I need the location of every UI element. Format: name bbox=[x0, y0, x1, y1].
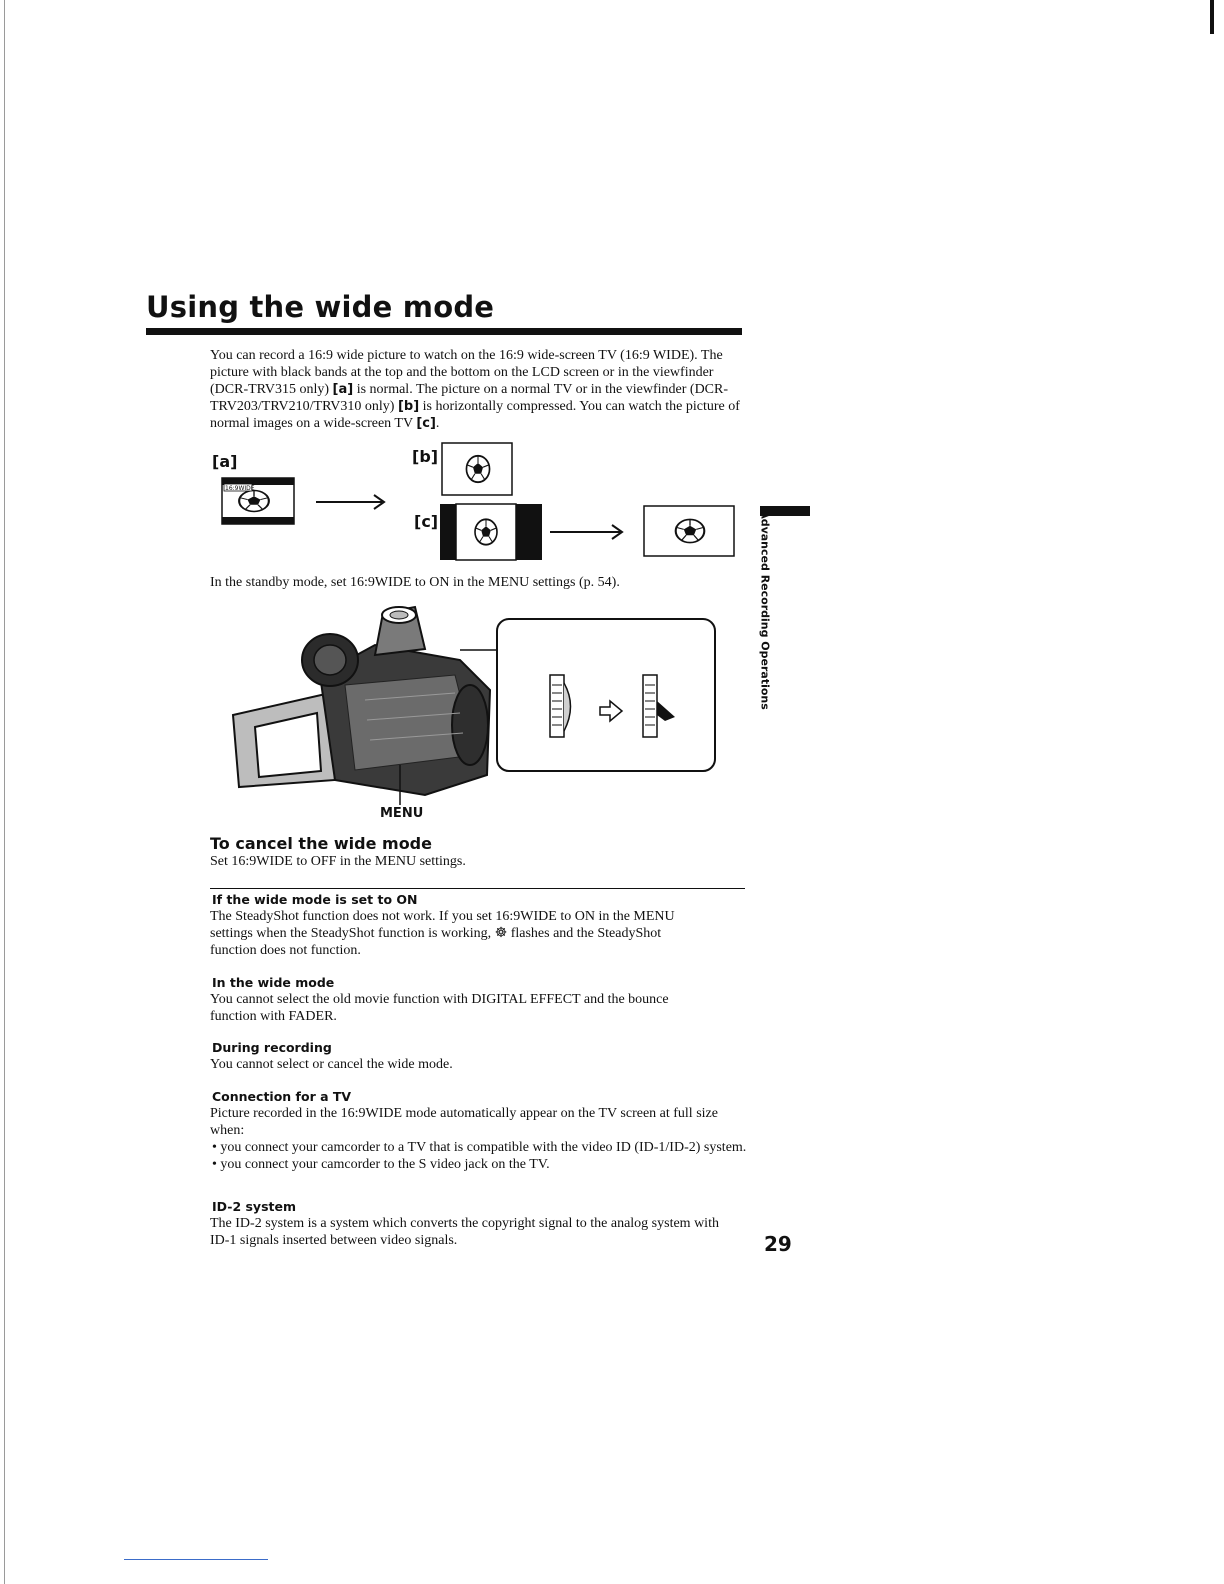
intro-text-3: is horizontally compressed. You can watch the picture of normal images on a wide-screen TV bbox=[210, 399, 740, 431]
wide-badge: 16:9WIDE bbox=[225, 485, 255, 492]
viewfinder bbox=[375, 607, 425, 655]
page-title: Using the wide mode bbox=[146, 290, 495, 324]
note-heading: In the wide mode bbox=[212, 975, 335, 990]
cancel-text: Set 16:9WIDE to OFF in the MENU settings. bbox=[210, 854, 466, 869]
arrow-right-icon bbox=[550, 525, 622, 539]
list-item: • you connect your camcorder to the S video jack on the TV. bbox=[212, 1157, 550, 1172]
intro-ref-c: [c] bbox=[416, 416, 436, 431]
scan-left-edge bbox=[4, 0, 5, 1584]
standby-instruction: In the standby mode, set 16:9WIDE to ON in the MENU settings (p. 54). bbox=[210, 575, 620, 590]
screen-b-compressed bbox=[442, 443, 512, 495]
note-text: The SteadyShot function does not work. If you set 16:9WIDE to ON in the MENU settings when the SteadyShot function is working, ☸ flashes and the SteadyShot function does not function. bbox=[210, 909, 675, 958]
note-text: The ID-2 system is a system which converts the copyright signal to the analog system with ID-1 signals inserted between video signals. bbox=[210, 1216, 719, 1248]
intro-text-1: You can record a 16:9 wide picture to watch on the 16:9 wide-screen TV (16:9 WIDE). The picture with black bands at the top and the bottom on the LCD screen or in the viewfinder (DCR-TRV315 only) bbox=[210, 348, 723, 397]
intro-ref-b: [b] bbox=[397, 399, 420, 414]
title-rule bbox=[146, 328, 742, 335]
footer-line bbox=[124, 1559, 268, 1560]
wide-mode-figure bbox=[210, 440, 750, 565]
intro-text-4: . bbox=[435, 416, 440, 431]
figure-label-a: [a] bbox=[212, 452, 238, 471]
menu-label: MENU bbox=[380, 806, 424, 821]
screen-wide-result bbox=[644, 506, 734, 556]
cancel-heading: To cancel the wide mode bbox=[210, 834, 432, 853]
list-item: • you connect your camcorder to a TV that is compatible with the video ID (ID-1/ID-2) system. bbox=[212, 1140, 747, 1155]
screen-c-pillarbox bbox=[440, 504, 542, 560]
note-heading: If the wide mode is set to ON bbox=[212, 892, 418, 907]
screen-a-letterbox bbox=[222, 478, 294, 524]
note-text: You cannot select or cancel the wide mode. bbox=[210, 1057, 453, 1072]
page-corner-mark bbox=[1210, 0, 1214, 34]
note-heading: ID-2 system bbox=[212, 1199, 297, 1214]
figure-label-c: [c] bbox=[414, 512, 439, 531]
lcd-panel bbox=[233, 693, 335, 787]
intro-text-2: is normal. The picture on a normal TV or in the viewfinder (DCR-TRV203/TRV210/TRV310 only) bbox=[210, 382, 729, 414]
note-text: Picture recorded in the 16:9WIDE mode automatically appear on the TV screen at full size when: bbox=[210, 1106, 718, 1138]
note-text: You cannot select the old movie function with DIGITAL EFFECT and the bounce function with FADER. bbox=[210, 992, 669, 1024]
camcorder-illustration bbox=[225, 605, 725, 810]
intro-paragraph bbox=[210, 347, 740, 432]
note-heading: Connection for a TV bbox=[212, 1089, 352, 1104]
menu-dial-callout bbox=[497, 619, 715, 771]
arrow-right-icon bbox=[316, 495, 384, 509]
page-number: 29 bbox=[764, 1232, 792, 1256]
intro-ref-a: [a] bbox=[332, 382, 354, 397]
note-bullets bbox=[210, 1139, 750, 1173]
note-heading: During recording bbox=[212, 1040, 332, 1055]
figure-label-b: [b] bbox=[412, 447, 439, 466]
section-tab-label: Advanced Recording Operations bbox=[758, 510, 772, 710]
notes-rule bbox=[210, 888, 745, 889]
